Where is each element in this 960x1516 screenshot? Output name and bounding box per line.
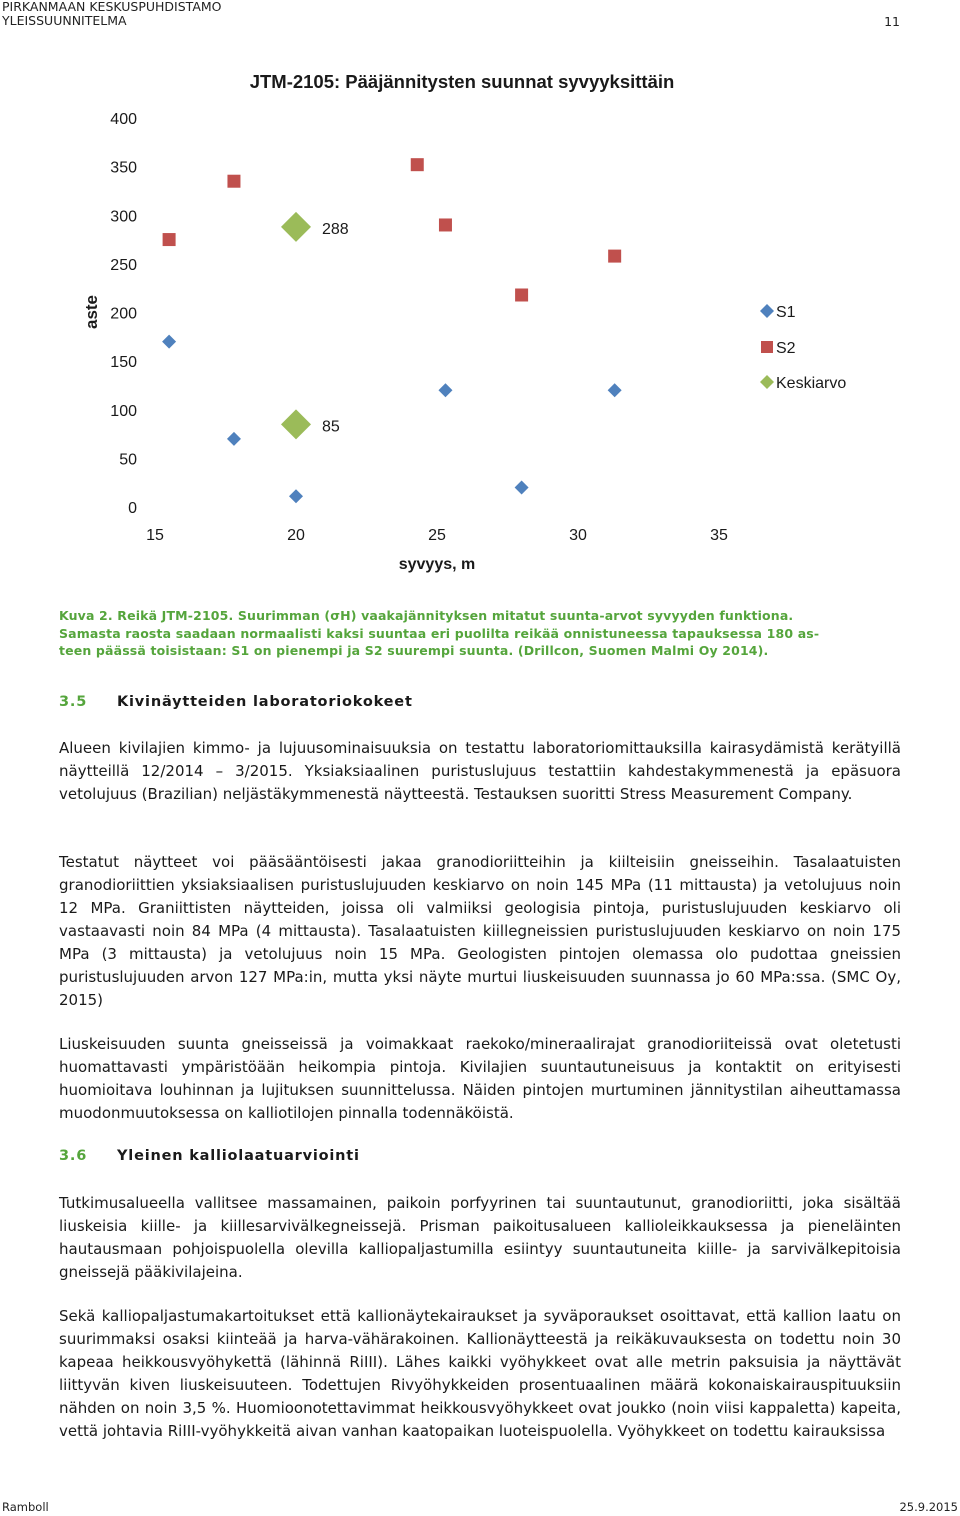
x-axis-label: syvyys, m bbox=[398, 556, 476, 573]
data-point-s2 bbox=[439, 218, 452, 231]
y-axis-label: aste bbox=[82, 294, 101, 330]
data-point-s2 bbox=[515, 288, 528, 301]
x-tick-label: 35 bbox=[710, 527, 728, 544]
legend-marker-s2 bbox=[761, 341, 773, 353]
y-tick-label: 100 bbox=[110, 402, 137, 420]
x-tick-label: 15 bbox=[146, 527, 164, 544]
y-tick-label: 50 bbox=[119, 451, 137, 469]
legend-marker-keskiarvo bbox=[760, 375, 774, 389]
paragraph: Liuskeisuuden suunta gneisseissä ja voimakkaat raekoko/mineraalirajat granodioriiteissä ovat oletetusti huomattavasti ympäristöään heikompia pintoja. Kivilajien suuntautuneisuus ja kontaktit on erityisesti huomioitava louhinnan ja lujituksen suunnittelussa. Näiden pintojen murtuminen jännitystilan aiheuttamassa muodonmuutoksessa on kalliotilojen pinnalla todennäköistä. bbox=[59, 1035, 901, 1122]
section-number: 3.5 bbox=[59, 694, 88, 710]
data-label: 85 bbox=[322, 418, 340, 436]
data-point-s1 bbox=[608, 383, 622, 397]
data-point-s2 bbox=[608, 250, 621, 263]
x-tick-label: 25 bbox=[428, 527, 446, 544]
y-tick-label: 250 bbox=[110, 256, 137, 274]
y-tick-label: 300 bbox=[110, 208, 137, 226]
data-point-keskiarvo bbox=[281, 212, 311, 242]
legend-label: Keskiarvo bbox=[776, 375, 847, 392]
chart-title: JTM-2105: Pääjännitysten suunnat syvyyksittäin bbox=[249, 71, 675, 92]
data-point-s2 bbox=[227, 175, 240, 188]
data-point-s1 bbox=[289, 489, 303, 503]
figure-caption bbox=[59, 607, 901, 660]
section-heading-3-5 bbox=[59, 694, 413, 710]
caption-line-1: Kuva 2. Reikä JTM-2105. Suurimman (σH) vaakajännityksen mitatut suunta-arvot syvyyden funktiona. bbox=[59, 608, 794, 623]
y-tick-label: 0 bbox=[128, 500, 137, 517]
caption-line-2: Samasta raosta saadaan normaalisti kaksi suuntaa eri puolilta reikää onnistuneessa tapauksessa 180 as- bbox=[59, 625, 820, 641]
data-point-s1 bbox=[438, 383, 452, 397]
paragraph: Testatut näytteet voi pääsääntöisesti jakaa granodioriitteihin ja kiilteisiin gneisseihin. Tasalaatuisten granodioriittien yksiaksiaalisen puristuslujuuden keskiarvo on noin 145 MPa (11 mittausta) ja vetolujuus noin 12 MPa. Graniittisten näytteiden, joissa oli valmiiksi geologisia pintoja, puristuslujuuden keskiarvo oli vastaavasti noin 84 MPa (4 mittausta). Tasalaatuisten kiillegneissien puristuslujuuden keskiarvo on noin 175 MPa (3 mittausta) ja vetolujuus noin 15 MPa. Geologisten pintojen olemassa olo pudottaa gneissien puristuslujuuden arvon 127 MPa:in, mutta yksi näyte murtui liuskeisuuden suunnassa jo 60 MPa:ssa. (SMC Oy, 2015) bbox=[59, 853, 901, 1009]
y-tick-label: 200 bbox=[110, 305, 137, 323]
page-number: 11 bbox=[884, 14, 900, 29]
caption-line-3: teen päässä toisistaan: S1 on pienempi ja S2 suurempi suunta. (Drillcon, Suomen Malmi Oy 2014). bbox=[59, 643, 769, 658]
data-point-s1 bbox=[227, 432, 241, 446]
y-tick-label: 150 bbox=[110, 354, 137, 372]
section-heading-3-6 bbox=[59, 1148, 360, 1164]
y-tick-label: 400 bbox=[110, 111, 137, 128]
header-document-title: YLEISSUUNNITELMA bbox=[2, 13, 127, 28]
y-tick-label: 350 bbox=[110, 159, 137, 177]
footer-company: Ramboll bbox=[2, 1500, 49, 1514]
data-point-s1 bbox=[515, 481, 529, 495]
header-organization: PIRKANMAAN KESKUSPUHDISTAMO bbox=[2, 0, 222, 14]
data-label: 288 bbox=[322, 220, 349, 238]
paragraph: Sekä kalliopaljastumakartoitukset että kallionäytekairaukset ja syväporaukset osoittavat, että kallion laatu on suurimmaksi osaksi kiinteää ja harva-vähärakoinen. Kallionäytteestä ja reikäkuvauksesta on todettu noin 30 kapeaa heikkousvyöhykettä (lähinnä RiIII). Lähes kaikki vyöhykkeet ovat alle metrin paksuisia ja näyttävät liittyvän kiven liuskeisuuteen. Todettujen Rivyöhykkeiden prosentuaalinen määrä kokonaiskairauspituuksiin nähden on noin 3,5 %. Huomioonotettavimmat heikkousvyöhykkeet ovat joukko (noin viisi kappaletta) kapeita, vettä johtavia RiIII-vyöhykkeitä aivan vanhan kaatopaikan luoteispuolella. Vyöhykkeet on todettu kairauksissa bbox=[59, 1307, 901, 1440]
legend-marker-s1 bbox=[760, 304, 774, 318]
paragraph: Tutkimusalueella vallitsee massamainen, paikoin porfyyrinen tai suuntautunut, granodioriitti, joka sisältää liuskeisia kiille- ja kiillesarvivälkegneissejä. Prisman paikoitusalueen kallioleikkauksessa ja pieneläinten hautausmaan pohjoispuolella olevilla kalliopaljastumilla esiintyy suuntautuneita kiille- ja sarvivälkepitoisia gneissejä pääkivilajeina. bbox=[59, 1194, 901, 1281]
section-title: Kivinäytteiden laboratoriokokeet bbox=[117, 694, 413, 710]
legend-label: S1 bbox=[776, 304, 796, 321]
section-title: Yleinen kalliolaatuarviointi bbox=[117, 1148, 360, 1164]
legend-label: S2 bbox=[776, 340, 796, 357]
data-point-keskiarvo bbox=[281, 409, 311, 439]
scatter-chart bbox=[0, 60, 960, 590]
section-number: 3.6 bbox=[59, 1148, 88, 1164]
data-point-s2 bbox=[163, 233, 176, 246]
footer-date: 25.9.2015 bbox=[899, 1500, 958, 1514]
x-tick-label: 20 bbox=[287, 527, 305, 544]
data-point-s1 bbox=[162, 335, 176, 349]
paragraph: Alueen kivilajien kimmo- ja lujuusominaisuuksia on testattu laboratoriomittauksilla kairasydämistä kerätyillä näytteillä 12/2014 – 3/2015. Yksiaksiaalinen puristuslujuus testattiin kahdestakymmenestä ja epäsuora vetolujuus (Brazilian) neljästäkymmenestä näytteestä. Testauksen suoritti Stress Measurement Company. bbox=[59, 739, 901, 803]
x-tick-label: 30 bbox=[569, 527, 587, 544]
document-header bbox=[2, 0, 222, 28]
data-point-s2 bbox=[411, 158, 424, 171]
